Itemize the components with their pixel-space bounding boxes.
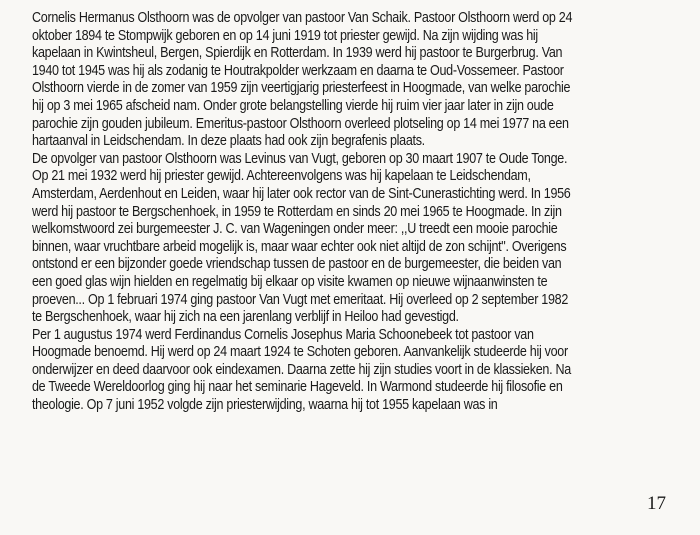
text-line: 1940 tot 1945 was hij als zodanig te Houtrakpolder werkzaam en daarna te Oud-Vossemeer. Pastoor <box>32 62 564 79</box>
body-text <box>32 10 668 415</box>
text-line: werd hij pastoor te Bergschenhoek, in 1959 te Rotterdam en sinds 20 mei 1965 te Hoogmade. In zijn <box>32 203 562 220</box>
text-line: hartaanval in Leidschendam. In deze plaats had ook zijn begrafenis plaats. <box>32 133 425 150</box>
text-line: Op 21 mei 1932 werd hij priester gewijd. Achtereenvolgens was hij kapelaan te Leidschendam, <box>32 168 531 185</box>
text-line: De opvolger van pastoor Olsthoorn was Levinus van Vugt, geboren op 30 maart 1907 te Oude Tonge. <box>32 150 568 167</box>
text-line: parochie zijn gouden jubileum. Emeritus-pastoor Olsthoorn overleed plotseling op 14 mei 1977 na een <box>32 115 569 132</box>
text-line: Cornelis Hermanus Olsthoorn was de opvolger van pastoor Van Schaik. Pastoor Olsthoorn werd op 24 <box>32 10 573 26</box>
text-line: Olsthoorn vierde in de zomer van 1959 zijn veertigjarig priesterfeest in Hoogmade, van welke parochie <box>32 80 571 97</box>
text-line: onderwijzer en deed daarvoor ook eindexamen. Daarna zette hij zijn studies voort in de klassieken. Na <box>32 361 571 378</box>
text-line: te Bergschenhoek, waar hij zich na een jarenlang verblijf in Heiloo had gevestigd. <box>32 309 459 326</box>
text-line: binnen, waar vruchtbare arbeid mogelijk is, maar waar echter ook niet altijd de zon schijnt". Overigens <box>32 238 567 255</box>
text-line: welkomstwoord zei burgemeester J. C. van Wageningen onder meer: ,,U treedt een mooie parochie <box>32 221 558 238</box>
page-number: 17 <box>647 493 666 514</box>
text-line: ontstond er een bijzonder goede vriendschap tussen de pastoor en de burgemeester, die beiden van <box>32 256 562 273</box>
text-line: Hoogmade benoemd. Hij werd op 24 maart 1924 te Schoten geboren. Aanvankelijk studeerde hij voor <box>32 344 568 361</box>
text-line: een goed glas wijn hielden en regelmatig bij elkaar op visite kwamen op nieuwe wijnaanwinsten te <box>32 273 548 290</box>
text-line: hij op 3 mei 1965 afscheid nam. Onder grote belangstelling vierde hij ruim vier jaar later in zijn oude <box>32 97 554 114</box>
text-line: Per 1 augustus 1974 werd Ferdinandus Cornelis Josephus Maria Schoonebeek tot pastoor van <box>32 326 534 343</box>
text-line: oktober 1894 te Stompwijk geboren en op 14 juni 1919 tot priester gewijd. Na zijn wijding was hij <box>32 27 538 44</box>
text-line: Amsterdam, Aerdenhout en Leiden, waar hij later ook rector van de Sint-Cunerastichting werd. In 1956 <box>32 185 571 202</box>
text-line: theologie. Op 7 juni 1952 volgde zijn priesterwijding, waarna hij tot 1955 kapelaan was in <box>32 397 498 414</box>
text-line: proeven... Op 1 februari 1974 ging pastoor Van Vugt met emeritaat. Hij overleed op 2 september 1982 <box>32 291 569 308</box>
text-line: de Tweede Wereldoorlog ging hij naar het seminarie Hageveld. In Warmond studeerde hij filosofie en <box>32 379 563 396</box>
text-line: kapelaan in Kwintsheul, Bergen, Spierdijk en Rotterdam. In 1939 werd hij pastoor te Burgerbrug. Van <box>32 45 563 62</box>
